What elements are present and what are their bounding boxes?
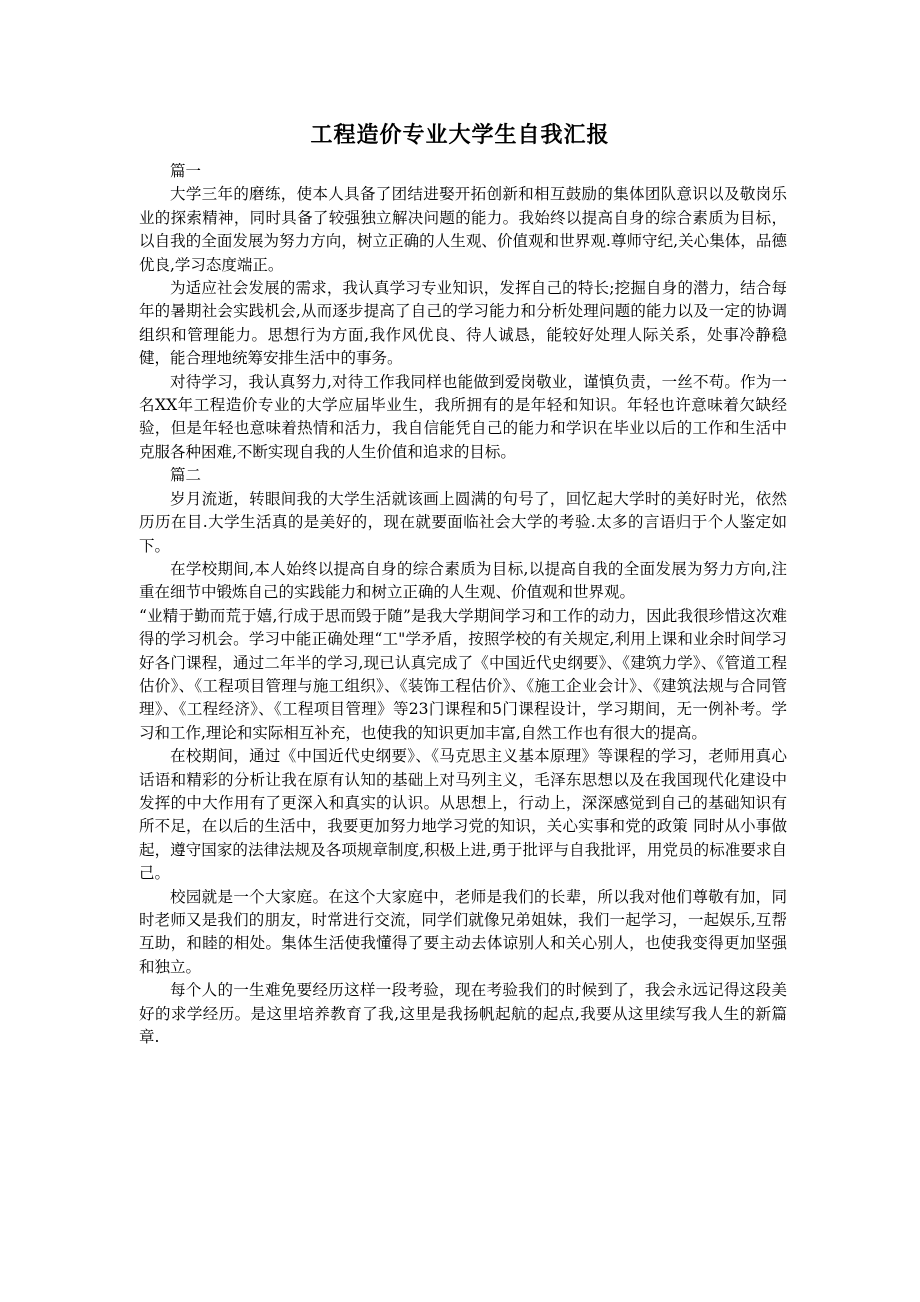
paragraph: 岁月流逝，转眼间我的大学生活就该画上圆满的句号了，回忆起大学时的美好时光，依然历历在目.大学生活真的是美好的，现在就要面临社会大学的考验.太多的言语归于个人鉴定如下。 — [139, 489, 787, 555]
document-body — [139, 160, 787, 1049]
paragraph: 对待学习，我认真努力,对待工作我同样也能做到爱岗敬业，谨慎负责，一丝不苟。作为一名XX年工程造价专业的大学应届毕业生，我所拥有的是年轻和知识。年轻也许意味着欠缺经验，但是年轻也意味着热情和活力，我自信能凭自己的能力和学识在毕业以后的工作和生活中克服各种困难,不断实现自我的人生价值和追求的目标。 — [139, 372, 787, 461]
paragraph: 在校期间，通过《中国近代史纲要》、《马克思主义基本原理》等课程的学习，老师用真心话语和精彩的分析让我在原有认知的基础上对马列主义，毛泽东思想以及在我国现代化建设中发挥的中大作用有了更深入和真实的认识。从思想上，行动上，深深感觉到自己的基础知识有所不足，在以后的生活中，我要更加努力地学习党的知识，关心实事和党的政策 同时从小事做起，遵守国家的法律法规及各项规章制度,积极上进,勇于批评与自我批评，用党员的标准要求自己。 — [139, 747, 787, 883]
paragraph: 每个人的一生难免要经历这样一段考验，现在考验我们的时候到了，我会永远记得这段美好的求学经历。是这里培养教育了我,这里是我扬帆起航的起点,我要从这里续写我人生的新篇章. — [139, 981, 787, 1047]
paragraph: 大学三年的磨练，使本人具备了团结进娶开拓创新和相互鼓励的集体团队意识以及敬岗乐业的探索精神，同时具备了较强独立解决问题的能力。我始终以提高自身的综合素质为目标，以自我的全面发展为努力方向，树立正确的人生观、价值观和世界观.尊师守纪,关心集体，品德优良,学习态度端正。 — [139, 185, 787, 274]
section-heading: 篇二 — [170, 466, 202, 485]
paragraph: 校园就是一个大家庭。在这个大家庭中，老师是我们的长辈，所以我对他们尊敬有加，同时老师又是我们的朋友，时常进行交流，同学们就像兄弟姐妹，我们一起学习，一起娱乐,互帮互助，和睦的相处。集体生活使我懂得了要主动去体谅别人和关心别人，也使我变得更加坚强和独立。 — [139, 887, 787, 976]
paragraph: 为适应社会发展的需求，我认真学习专业知识，发挥自己的特长;挖掘自身的潜力，结合每年的暑期社会实践机会,从而逐步提高了自己的学习能力和分析处理问题的能力以及一定的协调组织和管理能力。思想行为方面,我作风优良、待人诚恳，能较好处理人际关系，处事冷静稳健，能合理地统筹安排生活中的事务。 — [139, 279, 787, 368]
document-title: 工程造价专业大学生自我汇报 — [310, 123, 610, 148]
paragraph: 在学校期间,本人始终以提高自身的综合素质为目标,以提高自我的全面发展为努力方向,注重在细节中锻炼自己的实践能力和树立正确的人生观、价值观和世界观。 — [139, 559, 787, 602]
paragraph: “业精于勤而荒于嬉,行成于思而毁于随”是我大学期间学习和工作的动力，因此我很珍惜这次难得的学习机会。学习中能正确处理“工"学矛盾，按照学校的有关规定,利用上课和业余时间学习好各门课程，通过二年半的学习,现已认真完成了《中国近代史纲要》、《建筑力学》、《管道工程估价》、《工程项目管理与施工组织》、《装饰工程估价》、《施工企业会计》、《建筑法规与合同管理》、《工程经济》、《工程项目管理》等23门课程和5门课程设计，学习期间，无一例补考。学习和工作,理论和实际相互补充，也使我的知识更加丰富,自然工作也有很大的提高。 — [139, 606, 787, 742]
section-heading: 篇一 — [170, 162, 202, 180]
